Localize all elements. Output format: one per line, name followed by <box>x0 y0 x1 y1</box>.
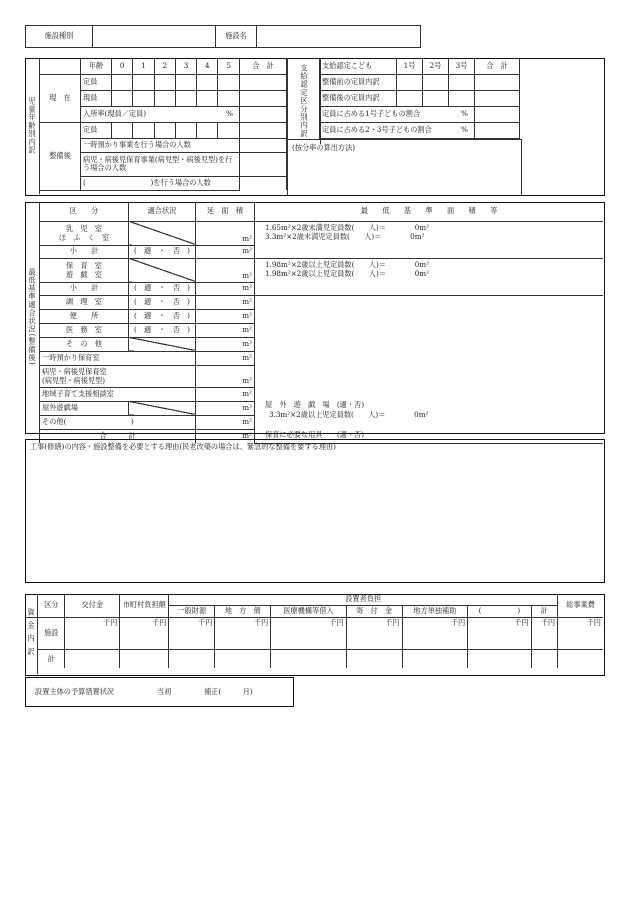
cell-label: 合 計 <box>475 58 520 74</box>
cell-label: m² <box>196 245 255 258</box>
reason-label: 工事(修繕)の内容・施設整備を必要とする理由(民老改築の場合は、緊急的な整備を要する理由) <box>30 442 336 451</box>
cell-label: 1 <box>133 58 154 74</box>
cell-label: 計 <box>38 649 65 668</box>
input-cell[interactable] <box>175 90 196 106</box>
cell-label: 地 方 債 <box>215 605 271 617</box>
current-label: 現 在 <box>40 74 81 122</box>
facility-name-field[interactable] <box>257 26 421 48</box>
budget-initial: 当初 <box>157 687 172 696</box>
cell-label: m² <box>196 337 255 351</box>
cell-label: 延 面 積 <box>196 202 255 221</box>
input-cell[interactable] <box>154 74 175 90</box>
input-cell[interactable] <box>40 58 81 74</box>
text-label: ほ ふ く 室 <box>58 233 110 242</box>
text-label: 3.3m²×2歳以上児定員数( 人)＝ 0m² <box>269 410 429 420</box>
cell-label[interactable]: ( 適 ・ 否 ) <box>129 245 196 258</box>
input-cell[interactable] <box>197 90 218 106</box>
budget-box <box>25 677 294 707</box>
cell-label[interactable]: ( 適 ・ 否 ) <box>129 282 196 295</box>
input-cell[interactable] <box>240 152 287 176</box>
facility-type-label: 施設種別 <box>26 26 93 48</box>
text-label: 1.98m²×2歳以上児定員数( 人)＝ 0m² <box>265 269 429 279</box>
input-cell[interactable] <box>129 401 196 415</box>
cell-label: m² <box>196 429 255 443</box>
input-cell[interactable] <box>112 90 133 106</box>
input-cell[interactable] <box>240 122 287 138</box>
cell-label: m² <box>196 401 255 415</box>
input-cell[interactable] <box>397 74 423 90</box>
cell-label: m² <box>196 323 255 337</box>
cell-label: 整備前の定員内訳 <box>320 74 397 90</box>
input-cell[interactable] <box>129 337 196 351</box>
budget-revision: 補正( 月) <box>204 687 253 696</box>
text-label: 保育に必要な用具 (適・否) <box>265 430 365 440</box>
funds-table <box>25 594 603 668</box>
input-cell[interactable] <box>475 90 520 106</box>
cell-label: 屋外遊戯場 <box>40 401 129 415</box>
cell-label: 地方単独補助 <box>402 605 468 617</box>
input-cell[interactable] <box>271 649 346 668</box>
cell-label: 適合状況 <box>129 202 196 221</box>
text-label: 入所率(現員／定員) <box>83 108 147 118</box>
text-label: 定員に占める2・3号子どもの割合 <box>322 124 432 134</box>
cell-label: そ の 他 <box>40 337 129 351</box>
cell-label: 区 分 <box>40 202 129 221</box>
other-case-label: ( )を行う場合の人数 <box>81 176 240 190</box>
input-cell[interactable] <box>215 649 271 668</box>
cell-label: 3 <box>175 58 196 74</box>
text-label: 遊 戯 室 <box>66 270 102 279</box>
sick-care-label: 病児・病後児保育事業(病児型・病後児型)を行う場合の人数 <box>81 152 240 176</box>
cell-label: 千円 <box>215 617 271 649</box>
cell-label: 調 理 室 <box>40 295 129 309</box>
facility-type-field[interactable] <box>93 26 216 48</box>
input-cell[interactable] <box>112 122 133 138</box>
input-cell[interactable] <box>240 138 287 152</box>
cell-label: 合 計 <box>240 58 287 74</box>
cell-label: 小 計 <box>40 282 129 295</box>
input-cell[interactable] <box>154 90 175 106</box>
input-cell[interactable] <box>475 74 520 90</box>
cell-label: 一般財源 <box>169 605 215 617</box>
ratio1-label <box>320 106 475 122</box>
input-cell[interactable] <box>218 122 240 138</box>
input-cell[interactable] <box>40 221 129 245</box>
budget-label: 設置主体の予算措置状況 <box>35 687 115 696</box>
cell-label: m² <box>196 415 255 429</box>
cell-label: 計 <box>531 605 557 617</box>
cell-label: 千円 <box>531 617 557 649</box>
cell-label: m² <box>196 365 255 387</box>
input-cell[interactable] <box>468 649 531 668</box>
calc-method-area[interactable]: (按分率の算出方法) <box>287 139 522 195</box>
cert-side-label: 支給認定区分別内訳 <box>287 58 321 144</box>
cell-label: 0 <box>112 58 133 74</box>
cell-label[interactable]: ( 適 ・ 否 ) <box>129 309 196 323</box>
cell-label: 年齢 <box>81 58 112 74</box>
text-label: (病児型・病後児型) <box>42 376 106 385</box>
min-standard-table <box>39 202 603 444</box>
occupancy-label <box>81 106 240 122</box>
cell-label: 交付金 <box>65 594 120 617</box>
cell-label: 便 所 <box>40 309 129 323</box>
input-cell[interactable] <box>197 74 218 90</box>
input-cell[interactable] <box>112 74 133 90</box>
cell-label[interactable]: ( 適 ・ 否 ) <box>129 323 196 337</box>
cell-label: 合 計 <box>40 429 196 443</box>
cell-label: 2号 <box>423 58 449 74</box>
input-cell[interactable] <box>402 649 468 668</box>
cell-label: 地域子育て支援相談室 <box>40 387 196 401</box>
cell-label: 現員 <box>81 90 112 106</box>
cell-label: 医療機構等借入 <box>271 605 346 617</box>
input-cell[interactable] <box>531 649 557 668</box>
cell-label: 5 <box>218 58 240 74</box>
cell-label: 千円 <box>120 617 169 649</box>
cell-label: 千円 <box>558 617 603 649</box>
cell-label: m² <box>196 387 255 401</box>
header-table <box>25 25 421 48</box>
text-label: 乳 児 室 <box>66 223 102 233</box>
input-cell[interactable] <box>240 176 287 190</box>
cell-label: 最 低 基 準 面 積 等 <box>255 202 604 221</box>
age-table <box>39 58 287 191</box>
input-cell[interactable] <box>197 122 218 138</box>
input-cell[interactable] <box>240 74 287 90</box>
after-label: 整備後 <box>40 122 81 190</box>
text-label: % <box>226 108 233 118</box>
cell-label: 整備後の定員内訳 <box>320 90 397 106</box>
input-cell[interactable] <box>240 106 287 122</box>
cell-label: その他( ) <box>40 415 196 429</box>
input-cell[interactable] <box>133 122 154 138</box>
cell-label: 2 <box>154 58 175 74</box>
input-cell[interactable] <box>449 74 475 90</box>
input-cell[interactable] <box>175 74 196 90</box>
cell-label: 施設 <box>38 617 65 649</box>
input-cell[interactable] <box>196 258 255 282</box>
cell-label: 医 務 室 <box>40 323 129 337</box>
input-cell[interactable] <box>255 258 604 295</box>
text-label: 屋 外 遊 戯 場 (適・否) <box>265 400 365 410</box>
cell-label: m² <box>196 282 255 295</box>
text-label: 病児・病後児保育室 <box>42 366 107 376</box>
cell-label: 千円 <box>65 617 120 649</box>
facility-name-label: 施設名 <box>216 26 257 48</box>
cell-label: 設置者負担 <box>169 594 558 605</box>
cell-label: 定員 <box>81 74 112 90</box>
text-label: 保 育 室 <box>66 260 102 270</box>
cell-label: 市町村負担額 <box>120 594 169 617</box>
input-cell[interactable] <box>346 649 402 668</box>
cell-label: 一時預かり保育室 <box>40 351 196 365</box>
reason-box[interactable] <box>25 439 605 583</box>
cell-label: 千円 <box>169 617 215 649</box>
input-cell[interactable] <box>120 649 169 668</box>
text-label: % <box>461 108 468 118</box>
age-breakdown-side-label: 児童年齢別内訳 <box>25 58 40 194</box>
text-label: m² <box>242 271 252 281</box>
temp-care-label: 一時預かり事業を行う場合の人数 <box>81 138 240 152</box>
input-cell[interactable] <box>65 649 120 668</box>
input-cell[interactable] <box>218 74 240 90</box>
cell-label: 寄 付 金 <box>346 605 402 617</box>
cert-table <box>319 58 520 139</box>
input-cell[interactable] <box>240 90 287 106</box>
ratio23-label <box>320 122 475 138</box>
cell-label: m² <box>196 295 255 309</box>
input-cell[interactable] <box>449 90 475 106</box>
input-cell[interactable] <box>169 649 215 668</box>
min-standard-side-label: 最低基準適合状況(整備後) <box>25 202 40 432</box>
text-label: 3.3m²×2歳未満児定員数( 人)＝ 0m² <box>265 232 425 242</box>
input-cell[interactable] <box>423 90 449 106</box>
input-cell[interactable] <box>154 122 175 138</box>
cell-label: 4 <box>197 58 218 74</box>
input-cell[interactable] <box>129 221 196 245</box>
input-cell[interactable] <box>133 90 154 106</box>
text-label: 1.98m²×2歳以上児定員数( 人)＝ 0m² <box>265 259 429 269</box>
input-cell[interactable] <box>196 221 255 245</box>
input-cell[interactable] <box>475 106 520 122</box>
cell-label: 区分 <box>38 594 65 617</box>
cell-label[interactable]: ( 適 ・ 否 ) <box>129 295 196 309</box>
input-cell[interactable] <box>255 221 604 258</box>
cell-label: 総事業費 <box>558 594 603 617</box>
cell-label: 千円 <box>468 617 531 649</box>
input-cell[interactable] <box>255 295 604 443</box>
input-cell[interactable] <box>40 365 196 387</box>
cell-label: 千円 <box>402 617 468 649</box>
cell-label: m² <box>196 309 255 323</box>
text-label: 1.65m²×2歳未満児定員数( 人)＝ 0m² <box>265 222 429 232</box>
input-cell[interactable] <box>175 122 196 138</box>
input-cell[interactable] <box>218 90 240 106</box>
cell-label: 支給認定こども <box>320 58 397 74</box>
funds-side-label: 資金内訳 <box>25 594 38 674</box>
cell-label: m² <box>196 351 255 365</box>
input-cell[interactable] <box>40 258 129 282</box>
cell-label: 1号 <box>397 58 423 74</box>
input-cell[interactable] <box>397 90 423 106</box>
input-cell[interactable] <box>558 649 603 668</box>
cell-label: 3号 <box>449 58 475 74</box>
input-cell[interactable] <box>133 74 154 90</box>
cell-label: 千円 <box>346 617 402 649</box>
cell-label: 千円 <box>271 617 346 649</box>
input-cell[interactable] <box>129 258 196 282</box>
cell-label: ( ) <box>468 605 531 617</box>
input-cell[interactable] <box>475 122 520 138</box>
input-cell[interactable] <box>423 74 449 90</box>
text-label: % <box>461 124 468 134</box>
text-label: 定員に占める1号子どもの割合 <box>322 108 421 118</box>
text-label: m² <box>242 234 252 244</box>
cell-label: 小 計 <box>40 245 129 258</box>
cell-label: 定員 <box>81 122 112 138</box>
